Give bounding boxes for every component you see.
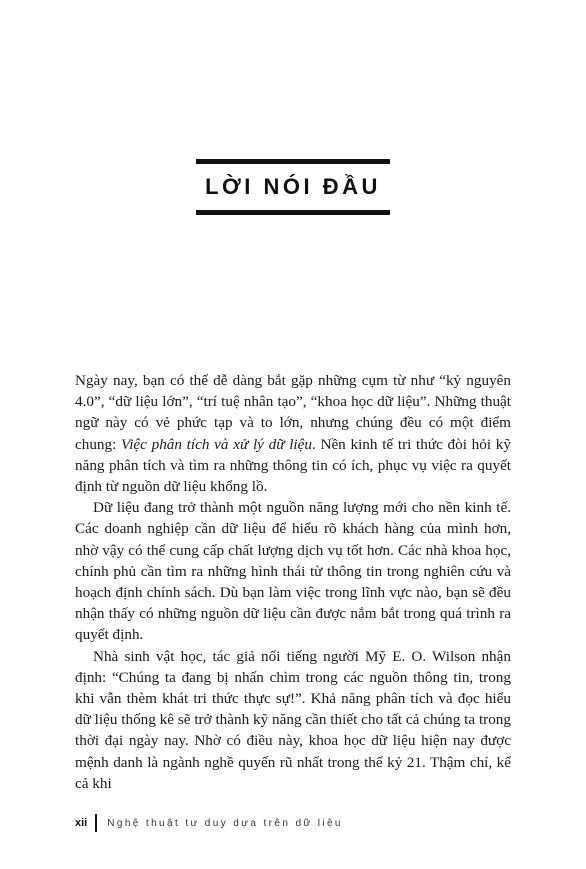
chapter-title-box	[196, 159, 390, 215]
paragraph-1-text-a: Ngày nay, bạn có thể dễ dàng bắt gặp những cụm từ như “kỷ nguyên 4.0”, “dữ liệu lớn”, “trí tuệ nhân tạo”, “khoa học dữ liệu”. Những thuật ngữ này có vẻ phức tạp và to lớn, nhưng chúng đều có một điểm chung:	[75, 372, 511, 453]
paragraph-1	[75, 370, 511, 497]
paragraph-3: Nhà sinh vật học, tác giả nổi tiếng người Mỹ E. O. Wilson nhận định: “Chúng ta đang bị nhấn chìm trong các nguồn thông tin, trong khi vẫn thèm khát tri thức thực sự!”. Khả năng phân tích và đọc hiểu dữ liệu thống kê sẽ trở thành kỹ năng cần thiết cho tất cả chúng ta trong thời đại ngày nay. Nhờ có điều này, khoa học dữ liệu hiện nay được mệnh danh là ngành nghề quyến rũ nhất trong thế kỷ 21. Thậm chí, kể cả khi	[75, 647, 511, 792]
chapter-title: LỜI NÓI ĐẦU	[205, 174, 381, 199]
paragraph-2: Dữ liệu đang trở thành một nguồn năng lượng mới cho nền kinh tế. Các doanh nghiệp cần dữ liệu để hiểu rõ khách hàng của mình hơn, nhờ vậy có thể cung cấp chất lượng dịch vụ tốt hơn. Các nhà khoa học, chính phủ cần tìm ra những hình thái từ thông tin trong nghiên cứu và hoạch định chính sách. Dù bạn làm việc trong lĩnh vực nào, bạn sẽ đều nhận thấy có những nguồn dữ liệu cần được nắm bắt trong quá trình ra quyết định.	[75, 499, 511, 644]
running-title: Nghệ thuật tư duy dựa trên dữ liệu	[107, 817, 343, 829]
paragraph-1-text-b: . Nền kinh tế tri thức đòi hỏi kỹ năng phân tích và tìm ra những thông tin có ích, phục vụ việc ra quyết định từ nguồn dữ liệu khổng lồ.	[75, 435, 511, 496]
footer-divider	[95, 814, 97, 832]
page-footer	[75, 813, 343, 833]
page-number: xii	[75, 817, 88, 829]
body-text	[75, 370, 511, 794]
paragraph-1-emphasis: Việc phân tích và xử lý dữ liệu	[121, 435, 312, 453]
